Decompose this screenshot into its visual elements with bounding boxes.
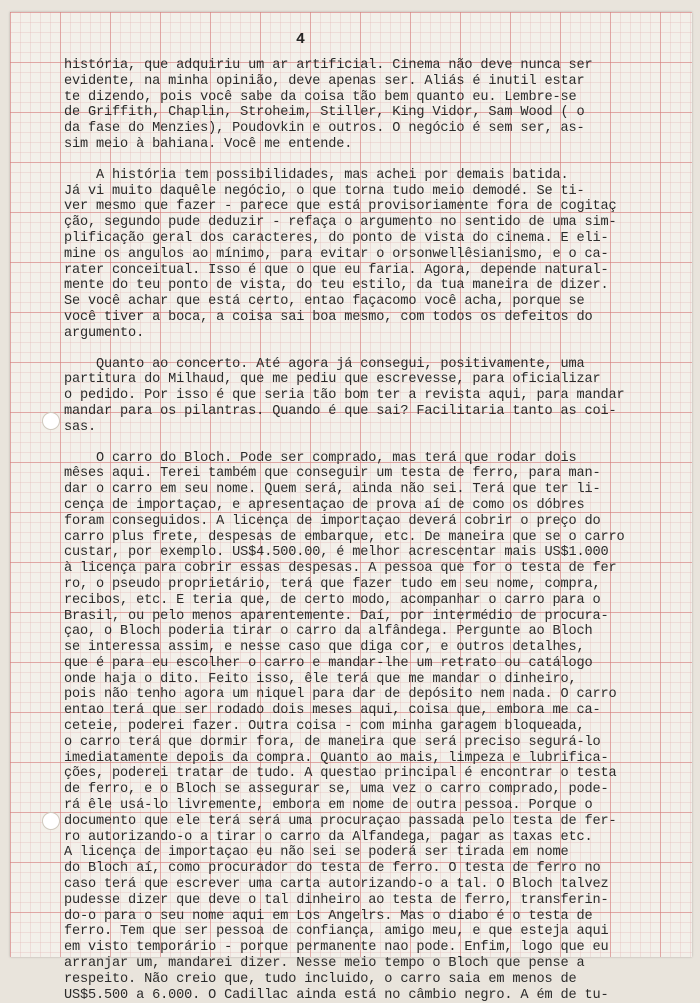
text-line: o pedido. Por isso é que seria tão bom ter a revista aqui, para mandar — [64, 388, 625, 404]
text-line: de ferro, e o Bloch se assegurar se, uma vez o carro comprado, pode- — [64, 782, 609, 798]
paragraph — [64, 357, 676, 436]
text-line: mêses aqui. Terei também que conseguir um testa de ferro, para man- — [64, 466, 601, 482]
text-line: de Griffith, Chaplin, Stroheim, Stiller, King Vidor, Sam Wood ( o — [64, 105, 585, 121]
text-line: o carro terá que dormir fora, de maneira que será preciso segurá-lo — [64, 734, 601, 750]
text-line: que é para eu escolher o carro e mandar-lhe um retrato ou catálogo — [64, 655, 593, 671]
page-number: 4 — [296, 31, 306, 48]
text-line: cença de importaçao, e apresentaçao de prova aí de como os dóbres — [64, 497, 585, 513]
text-line: arranjar um, mandarei dizer. Nesse meio tempo o Bloch que pense a — [64, 956, 585, 972]
text-line: ro autorizando-o a tirar o carro da Alfandega, pagar as taxas etc. — [64, 829, 593, 845]
text-line: à licença para cobrir essas despesas. A pessoa que for o testa de fer — [64, 561, 617, 577]
text-line: mine os angulos ao mínimo, para evitar o orsonwellêsianismo, e o ca- — [64, 246, 609, 262]
text-line: rá êle usá-lo livremente, embora em nome de outra pessoa. Porque o — [64, 798, 593, 814]
text-line: você tiver a boca, a coisa sai boa mesmo, com todos os defeitos do — [64, 309, 593, 325]
binder-hole-bottom — [42, 812, 60, 830]
text-line: pois não tenho agora um niquel para dar de depósito nem nada. O carro — [64, 687, 617, 703]
text-line: documento que ele terá será uma procuraçao passada pelo testa de fer- — [64, 813, 617, 829]
text-line: história, que adquiriu um ar artificial. Cinema não deve nunca ser — [64, 58, 593, 73]
binder-hole-top — [42, 412, 60, 430]
text-line: onde haja o dito. Feito isso, êle terá que me mandar o dinheiro, — [64, 671, 577, 687]
paragraph — [64, 451, 676, 1003]
text-line: dar o carro em seu nome. Quem será, ainda não sei. Terá que ter li- — [64, 482, 601, 498]
text-line: evidente, na minha opinião, deve apenas ser. Aliás é inutil estar — [64, 73, 585, 89]
text-line: ceteie, poderei fazer. Outra coisa - com minha garagem bloqueada, — [64, 719, 585, 735]
text-line: ver mesmo que fazer - parece que está provisoriamente fora de cogitaç — [64, 199, 617, 215]
text-line: se interessa assim, e nesse caso que diga cor, e outros detalhes, — [64, 640, 585, 656]
text-line: çao, o Bloch poderia tirar o carro da alfândega. Pergunte ao Bloch — [64, 624, 593, 640]
text-line: plificação geral dos caracteres, do ponto de vista do cinema. E eli- — [64, 230, 609, 246]
text-line: Já vi muito daquêle negócio, o que torna tudo meio demodé. Se ti- — [64, 183, 585, 199]
text-line: partitura do Milhaud, que me pediu que escrevesse, para oficializar — [64, 372, 601, 388]
text-line: caso terá que escrever uma carta autorizando-o a tal. O Bloch talvez — [64, 877, 609, 893]
text-line: Brasil, ou pelo menos aparentemente. Daí, por intermédio de procura- — [64, 608, 609, 624]
text-line: ção, segundo pude deduzir - refaça o argumento no sentido de uma sim- — [64, 215, 617, 231]
text-line: entao terá que ser rodado dois meses aqui, coisa que, embora me ca- — [64, 703, 601, 719]
text-line: do Bloch aí, como procurador do testa de ferro. O testa de ferro no — [64, 861, 601, 877]
text-line: foram conseguidos. A licença de importaçao deverá cobrir o preço do — [64, 513, 601, 529]
text-line: Quanto ao concerto. Até agora já consegui, positivamente, uma — [64, 356, 585, 372]
letter-body — [64, 58, 676, 1003]
paragraph — [64, 168, 676, 342]
text-line: carro plus frete, despesas de embarque, etc. De maneira que se o carro — [64, 529, 625, 545]
paragraph-gap — [64, 342, 676, 357]
text-line: te dizendo, pois você sabe da coisa tão bem quanto eu. Lembre-se — [64, 89, 577, 105]
text-line: A história tem possibilidades, mas achei por demais batida. — [64, 167, 569, 183]
text-line: custar, por exemplo. US$4.500.00, é melhor acrescentar mais US$1.000 — [64, 545, 609, 561]
text-line: sas. — [64, 419, 97, 435]
text-line: respeito. Não creio que, tudo incluido, o carro saia em menos de — [64, 971, 577, 987]
text-line: mente do teu ponto de vista, do teu estilo, da tua maneira de dizer. — [64, 278, 609, 294]
text-line: O carro do Bloch. Pode ser comprado, mas terá que rodar dois — [64, 450, 577, 466]
text-line: pudesse dizer que deve o tal dinheiro ao testa de ferro, transferin- — [64, 892, 609, 908]
text-line: da fase do Menzies), Poudovkin e outros. O negócio é sem ser, as- — [64, 121, 585, 137]
text-line: ro, o pseudo proprietário, terá que fazer tudo em seu nome, compra, — [64, 576, 601, 592]
text-line: A licença de importaçao eu não sei se poderá ser tirada em nome — [64, 845, 569, 861]
text-line: ções, poderei tratar de tudo. A questao principal é encontrar o testa — [64, 766, 617, 782]
text-line: ferro. Tem que ser pessoa de confiança, amigo meu, e que esteja aqui — [64, 924, 609, 940]
text-line: sim meio à bahiana. Você me entende. — [64, 136, 353, 152]
text-line: mandar para os pilantras. Quando é que sai? Facilitaria tanto as coi- — [64, 403, 617, 419]
text-line: do-o para o seu nome aqui em Los Angelrs. Mas o diabo é o testa de — [64, 908, 593, 924]
paragraph-gap — [64, 436, 676, 451]
text-line: US$5.500 a 6.000. O Cadillac ainda está no câmbio negro. A ém de tu- — [64, 987, 609, 1003]
paragraph-gap — [64, 153, 676, 168]
text-line: rater conceitual. Isso é que o que eu faria. Agora, depende natural- — [64, 262, 609, 278]
paragraph — [64, 58, 676, 153]
text-line: imediatamente depois da compra. Quanto ao mais, limpeza e lubrifica- — [64, 750, 609, 766]
text-line: em visto temporário - porque permanente nao pode. Enfim, logo que eu — [64, 940, 609, 956]
text-line: recibos, etc. E teria que, de certo modo, acompanhar o carro para o — [64, 592, 601, 608]
text-line: argumento. — [64, 325, 145, 341]
text-line: Se você achar que está certo, entao façacomo você acha, porque se — [64, 294, 585, 310]
